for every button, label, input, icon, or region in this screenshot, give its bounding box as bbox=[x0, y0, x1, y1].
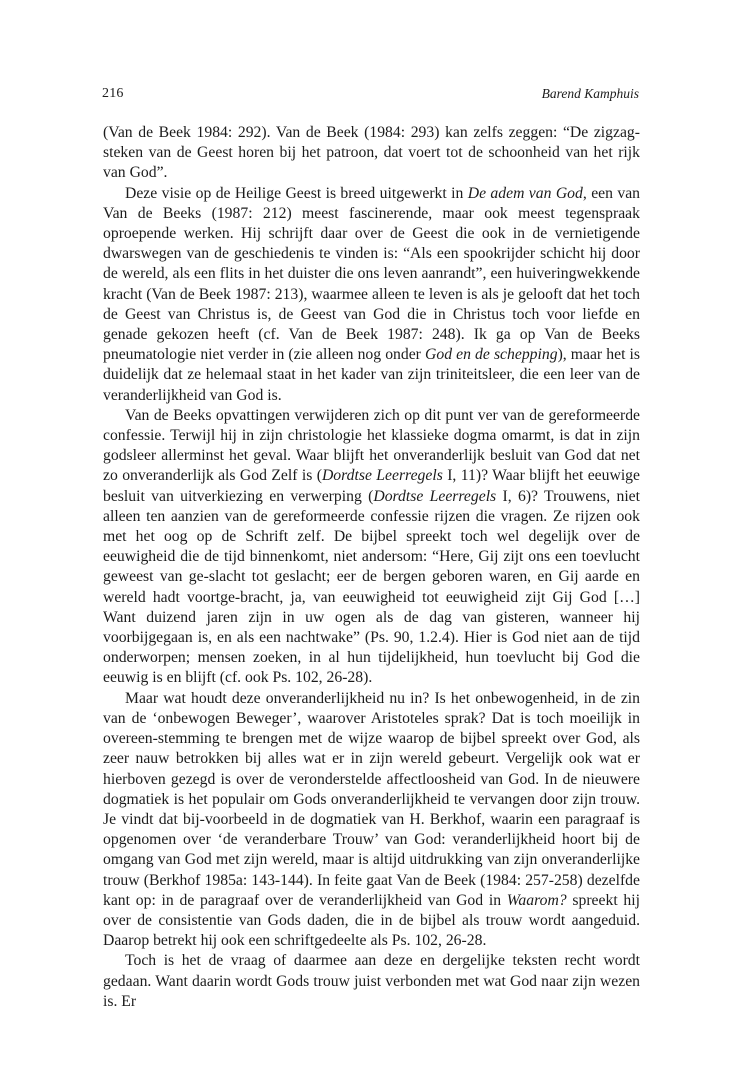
title-dordtse-leerregels: Dordtse Leerregels bbox=[373, 487, 497, 505]
title-dordtse-leerregels: Dordtse Leerregels bbox=[321, 467, 443, 485]
paragraph bbox=[103, 184, 640, 406]
text-run: (Van de Beek 1984: 292). Van de Beek (1984: 293) kan zelfs zeggen: “De zigzag-steken van de Geest horen bij het patroon, dat voert tot de schoonheid van het rijk van God”. bbox=[103, 124, 640, 182]
running-head-author: Barend Kamphuis bbox=[541, 86, 639, 101]
running-header bbox=[102, 86, 639, 106]
text-run: , een van Van de Beeks (1987: 212) meest fascinerende, maar ook meest tegenspraak oproepende werken. Hij schrijft daar over de Geest die ook in de vernietigende dwarswegen van de geschiedenis te vinden is: “Als een spookrijder schicht hij door de wereld, als een flits in het duister die ons leven aanrandt”, een huiveringwekkende kracht (Van de Beek 1987: 213), waarmee alleen te leven is als je gelooft dat het toch de Geest van Christus is, de Geest van God die in Christus toch voor liefde en genade gekozen heeft (cf. Van de Beek 1987: 248). Ik ga op Van de Beeks pneumatologie niet verder in (zie alleen nog onder bbox=[103, 184, 641, 364]
body-text bbox=[103, 123, 640, 1012]
text-run: I, 11)? Waar blijft het eeuwige besluit van uitverkiezing en verwerping ( bbox=[103, 467, 640, 505]
text-run: Deze visie op de Heilige Geest is breed uitgewerkt in bbox=[125, 184, 468, 202]
text-run: spreekt hij over de consistentie van Gods daden, die in de bijbel als trouw wordt aangeduid. Daarop betrekt hij ook een schriftgedeelte als Ps. 102, 26-28. bbox=[103, 891, 640, 950]
paragraph bbox=[103, 689, 640, 952]
text-run: ), maar het is duidelijk dat ze helemaal staat in het kader van zijn triniteitsleer, die een leer van de veranderlijkheid van God is. bbox=[103, 346, 640, 404]
paragraph bbox=[103, 123, 640, 184]
book-title-de-adem-van-god: De adem van God bbox=[467, 184, 583, 202]
page-number: 216 bbox=[102, 86, 124, 101]
paragraph bbox=[103, 951, 640, 1012]
book-title-god-en-de-schepping: God en de schepping bbox=[425, 346, 558, 364]
text-run: Maar wat houdt deze onveranderlijkheid nu in? Is het onbewogenheid, in de zin van de ‘onbewogen Beweger’, waarover Aristoteles sprak? Dat is toch moeilijk in overeen-stemming te brengen met de wijze waarop de bijbel spreekt over God, als zeer nauw betrokken bij alles wat er in zijn wereld gebeurt. Vergelijk ook wat er hierboven gezegd is over de veronderstelde affectloosheid van God. In de nieuwere dogmatiek is het populair om Gods onveranderlijkheid te vervangen door zijn trouw. Je vindt dat bij-voorbeeld in de dogmatiek van H. Berkhof, waarin een paragraaf is opgenomen over ‘de veranderbare Trouw’ van God: veranderlijkheid hoort bij de omgang van God met zijn wereld, maar is altijd uitdrukking van zijn onveranderlijke trouw (Berkhof 1985a: 143-144). In feite gaat Van de Beek (1984: 257-258) dezelfde kant op: in de paragraaf over de veranderlijkheid van God in bbox=[103, 689, 640, 909]
paragraph bbox=[103, 406, 640, 689]
text-run: Toch is het de vraag of daarmee aan deze en dergelijke teksten recht wordt gedaan. Want daarin wordt Gods trouw juist verbonden met wat God naar zijn wezen is. Er bbox=[103, 952, 640, 1010]
text-run: Van de Beeks opvattingen verwijderen zich op dit punt ver van de gereformeerde confessie. Terwijl hij in zijn christologie het klassieke dogma omarmt, is dat in zijn godsleer allerminst het geval. Waar blijft het onveranderlijk besluit van God dat net zo onveranderlijk als God Zelf is ( bbox=[103, 406, 640, 485]
book-title-waarom: Waarom? bbox=[506, 891, 567, 909]
text-run: I, 6)? Trouwens, niet alleen ten aanzien van de gereformeerde confessie rijzen die vragen. Ze rijzen ook met het oog op de Schrift zelf. De bijbel spreekt toch wel degelijk over de eeuwigheid die de tijd binnenkomt, niet andersom: “Here, Gij zijt ons een toevlucht geweest van ge-slacht tot geslacht; eer de bergen geboren waren, en Gij aarde en wereld hadt voortge-bracht, ja, van eeuwigheid tot eeuwigheid zijt Gij God […] Want duizend jaren zijn in uw ogen als de dag van gisteren, wanneer hij voorbijgegaan is, en als een nachtwake” (Ps. 90, 1.2.4). Hier is God niet aan de tijd onderworpen; mensen zoeken, in al hun tijdelijkheid, hun toevlucht bij God die eeuwig is en blijft (cf. ook Ps. 102, 26-28). bbox=[103, 487, 640, 687]
